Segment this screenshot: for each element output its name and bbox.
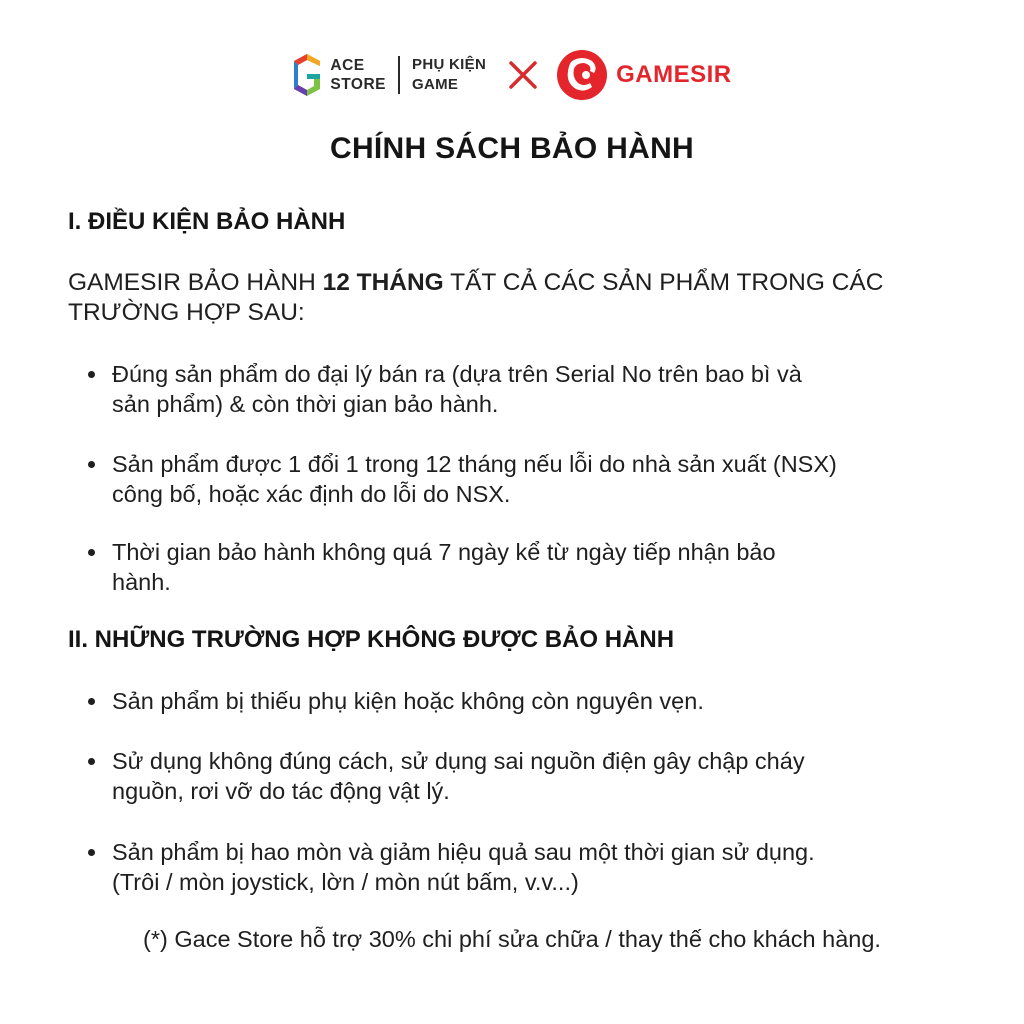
bullet-line: hành. (112, 569, 171, 595)
bullet-line: công bố, hoặc xác định do lỗi do NSX. (112, 481, 511, 507)
brand-header (0, 46, 1024, 104)
collaboration-x-icon (508, 60, 538, 90)
support-footnote: (*) Gace Store hỗ trợ 30% chi phí sửa chữa / thay thế cho khách hàng. (143, 926, 881, 952)
bullet-line: nguồn, rơi vỡ do tác động vật lý. (112, 778, 450, 804)
phu-kien-game-label (412, 55, 486, 95)
section1-intro (68, 268, 968, 328)
bullet-dot-icon (88, 758, 95, 765)
bullet-line: Thời gian bảo hành không quá 7 ngày kể từ ngày tiếp nhận bảo (112, 539, 776, 565)
gace-g-logo-icon (292, 52, 322, 98)
list-item (88, 449, 978, 509)
list-item (88, 359, 978, 419)
pk-line2: GAME (412, 76, 459, 93)
gace-logo-line2: STORE (330, 76, 387, 93)
bullet-line: Sử dụng không đúng cách, sử dụng sai nguồn điện gây chập cháy (112, 748, 805, 774)
section2-heading: II. NHỮNG TRƯỜNG HỢP KHÔNG ĐƯỢC BẢO HÀNH (68, 626, 675, 653)
list-item (88, 686, 978, 716)
intro-post-text: TẤT CẢ CÁC SẢN PHẨM TRONG CÁC (443, 269, 884, 296)
intro-pre-text: GAMESIR BẢO HÀNH (68, 269, 323, 296)
bullet-line: Sản phẩm bị thiếu phụ kiện hoặc không còn nguyên vẹn. (112, 688, 704, 714)
bullet-dot-icon (88, 698, 95, 705)
list-item (88, 537, 978, 597)
gamesir-wordmark: GAMESIR (616, 61, 732, 88)
gace-store-logo (292, 52, 386, 98)
bullet-dot-icon (88, 549, 95, 556)
gace-logo-line1: ACE (330, 57, 365, 74)
bullet-line: Đúng sản phẩm do đại lý bán ra (dựa trên Serial No trên bao bì và (112, 361, 802, 387)
logo-divider (398, 56, 400, 94)
pk-line1: PHỤ KIỆN (412, 56, 487, 73)
list-item (88, 837, 978, 897)
bullet-line: sản phẩm) & còn thời gian bảo hành. (112, 391, 499, 417)
page-title: CHÍNH SÁCH BẢO HÀNH (329, 132, 695, 165)
bullet-line: Sản phẩm được 1 đổi 1 trong 12 tháng nếu lỗi do nhà sản xuất (NSX) (112, 451, 837, 477)
gamesir-emblem-icon (556, 49, 608, 101)
intro-bold-text: 12 THÁNG (322, 269, 444, 296)
gamesir-logo (556, 49, 732, 101)
bullet-line: (Trôi / mòn joystick, lờn / mòn nút bấm, v.v...) (112, 869, 579, 895)
intro-line2: TRƯỜNG HỢP SAU: (68, 299, 305, 326)
list-item (88, 746, 978, 806)
bullet-dot-icon (88, 461, 95, 468)
bullet-dot-icon (88, 371, 95, 378)
intro-line1 (68, 268, 968, 298)
bullet-line: Sản phẩm bị hao mòn và giảm hiệu quả sau một thời gian sử dụng. (112, 839, 815, 865)
section1-heading: I. ĐIỀU KIỆN BẢO HÀNH (68, 208, 346, 235)
bullet-dot-icon (88, 849, 95, 856)
